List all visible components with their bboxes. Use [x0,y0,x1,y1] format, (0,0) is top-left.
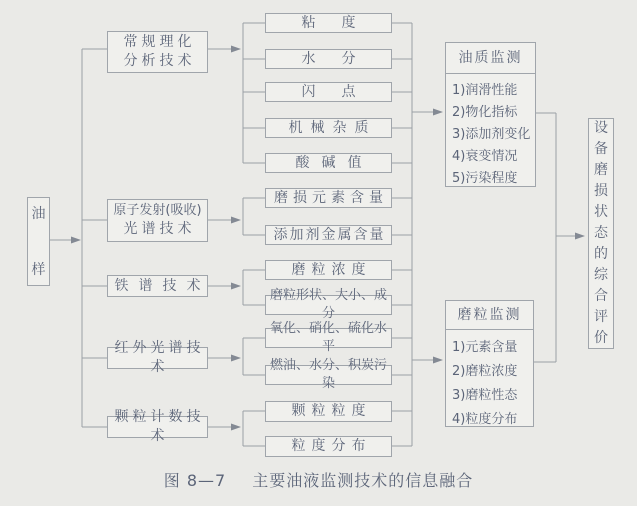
wear-particle-item: 4)粒度分布 [452,412,518,427]
wear-particle-item: 3)磨粒性态 [452,388,518,403]
oil-quality-list [446,74,535,190]
technique-box-atomic-spectroscopy [107,199,208,242]
parameter-label: 磨粒浓度 [291,261,372,278]
technique-label: 分析技术 [123,53,196,69]
evaluation-box [588,118,614,349]
parameter-label: 颗粒粒度 [291,403,372,420]
oil-quality-title: 油质监测 [446,43,535,74]
parameter-box-oxidation-nitration-sulfidation [265,321,392,354]
wear-particle-item: 2)磨粒浓度 [452,364,518,379]
collector-lines [392,23,434,446]
arrowhead [231,355,241,362]
oil-quality-item: 2)物化指标 [452,105,518,120]
figure-number: 图 8—7 [163,471,227,490]
parameter-label: 水分 [301,50,382,67]
wear-particle-item: 1)元素含量 [452,340,518,355]
figure-title: 主要油液监测技术的信息融合 [252,471,474,490]
arrowhead [71,237,81,244]
arrowhead [231,217,241,224]
technique-label: 常规理化 [123,34,196,51]
parameter-box-particle-size [265,401,392,422]
parameter-box-viscosity [265,13,392,33]
figure-caption [0,468,637,491]
evaluation-lines [534,113,576,362]
oil-quality-item: 4)衰变情况 [452,149,518,164]
wear-particle-title: 磨粒监测 [446,301,533,330]
oil-quality-monitoring-box [445,42,536,187]
arrowhead [231,424,241,431]
technique-label: 颗粒计数技术 [114,409,205,444]
parameter-box-mechanical-impurities [265,118,392,138]
parameter-box-fuel-water-carbon-contamination [265,358,392,391]
arrowhead [231,46,241,53]
oil-quality-item: 3)添加剂变化 [452,127,531,142]
parameter-box-additive-metal-content [265,225,392,245]
oil-quality-item: 1)润滑性能 [452,83,518,98]
parameter-box-water-content [265,49,392,69]
wear-particle-list [446,330,533,432]
parameter-box-flash-point [265,82,392,102]
arrowhead [433,109,443,116]
parameter-label: 磨粒形状、大小、成分 [269,288,387,321]
technique-box-infrared-spectroscopy [107,340,208,375]
parameter-box-particle-concentration [265,260,392,280]
parameter-box-particle-shape-size-composition [265,288,392,321]
oil-quality-item: 5)污染程度 [452,171,518,186]
parameter-label: 粘度 [301,14,382,31]
oil-sample-label: 油样 [31,205,46,278]
evaluation-label: 设备磨损状态的综合评价 [594,120,608,346]
wear-particle-monitoring-box [445,300,534,427]
parameter-box-acid-base-value [265,153,392,173]
oil-sample-box [27,197,50,286]
parameter-label: 机械杂质 [288,119,377,136]
technique-label: 光谱技术 [123,220,196,237]
parameter-label: 酸碱值 [295,154,374,171]
technique-box-ferrography [107,275,211,297]
trunk-line [50,49,107,427]
arrowhead [231,283,241,290]
parameter-label: 燃油、水分、积炭污染 [269,358,387,391]
parameter-label: 粒度分布 [291,438,372,455]
parameter-box-size-distribution [265,436,392,457]
parameter-label: 磨损元素含量 [274,189,388,206]
arrowhead [433,357,443,364]
technique-box-conventional-analysis [107,31,208,73]
technique-label: 铁谱技术 [114,277,211,294]
distributor-lines [208,23,265,446]
parameter-label: 添加剂金属含量 [273,226,386,243]
parameter-label: 氧化、硝化、硫化水平 [269,321,387,354]
parameter-label: 闪点 [301,83,382,100]
parameter-box-wear-element-content [265,188,392,208]
technique-label: 原子发射(吸收) [113,203,202,219]
arrowhead [575,233,585,240]
technique-label: 红外光谱技术 [114,340,205,375]
technique-box-particle-counting [107,409,208,444]
